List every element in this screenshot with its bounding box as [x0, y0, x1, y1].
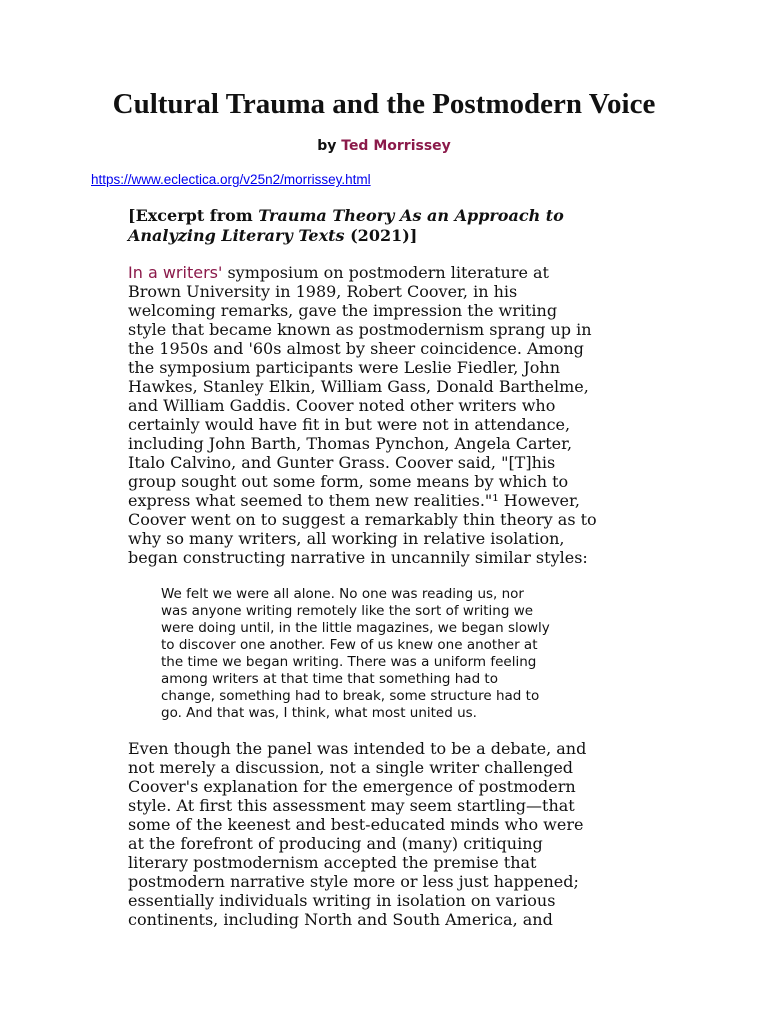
paragraph-line: postmodern narrative style more or less just happened; — [128, 872, 579, 891]
paragraph-line: literary postmodernism accepted the premise that — [128, 853, 537, 872]
paragraph-line: style that became known as postmodernism sprang up in — [128, 320, 592, 339]
author-name: Ted Morrissey — [341, 138, 451, 154]
paragraph-line: Coover went on to suggest a remarkably thin theory as to — [128, 510, 597, 529]
excerpt-heading — [128, 206, 648, 246]
book-title-line-1: Trauma Theory As an Approach to — [258, 206, 564, 225]
quote-line: change, something had to break, some structure had to — [161, 688, 540, 704]
quote-line: the time we began writing. There was a uniform feeling — [161, 654, 537, 670]
paragraph-line: not merely a discussion, not a single writer challenged — [128, 758, 574, 777]
paragraph-text: symposium on postmodern literature at — [222, 263, 549, 282]
quote-line: to discover one another. Few of us knew one another at — [161, 637, 538, 653]
paragraph-line: Coover's explanation for the emergence of postmodern — [128, 777, 576, 796]
book-title-line-2: Analyzing Literary Texts — [128, 226, 345, 245]
paragraph-line: express what seemed to them new realities."¹ However, — [128, 491, 580, 510]
quote-line: was anyone writing remotely like the sort of writing we — [161, 603, 534, 619]
paragraph-2 — [128, 739, 648, 929]
paragraph-line: including John Barth, Thomas Pynchon, Angela Carter, — [128, 434, 573, 453]
paragraph-line: some of the keenest and best-educated minds who were — [128, 815, 584, 834]
paragraph-line: the 1950s and '60s almost by sheer coincidence. Among — [128, 339, 584, 358]
paragraph-line: why so many writers, all working in relative isolation, — [128, 529, 565, 548]
excerpt-line-2 — [128, 226, 648, 246]
paragraph-line: and William Gaddis. Coover noted other writers who — [128, 396, 556, 415]
paragraph-line: at the forefront of producing and (many) critiquing — [128, 834, 543, 853]
paragraph-line: continents, including North and South America, and — [128, 910, 553, 929]
excerpt-line-1 — [128, 206, 648, 226]
paragraph-line: group sought out some form, some means by which to — [128, 472, 569, 491]
paragraph-line: certainly would have fit in but were not in attendance, — [128, 415, 571, 434]
paragraph-lead: In a writers' — [128, 263, 223, 282]
paragraph-line: began constructing narrative in uncannily similar styles: — [128, 548, 588, 567]
quote-line: among writers at that time that something had to — [161, 671, 498, 687]
paragraph-line: Hawkes, Stanley Elkin, William Gass, Donald Barthelme, — [128, 377, 589, 396]
byline — [0, 136, 768, 156]
paragraph-line: Brown University in 1989, Robert Coover, in his — [128, 282, 518, 301]
quote-line: go. And that was, I think, what most united us. — [161, 705, 477, 721]
paragraph-line: Even though the panel was intended to be a debate, and — [128, 739, 587, 758]
paragraph-line: welcoming remarks, gave the impression the writing — [128, 301, 558, 320]
quote-line: We felt we were all alone. No one was reading us, nor — [161, 586, 524, 602]
paragraph-line — [128, 263, 648, 282]
article-title: Cultural Trauma and the Postmodern Voice — [112, 88, 656, 120]
source-link[interactable]: https://www.eclectica.org/v25n2/morrissey.html — [91, 172, 371, 187]
paragraph-line: style. At first this assessment may seem startling—that — [128, 796, 575, 815]
excerpt-close: (2021)] — [350, 226, 418, 245]
quote-line: were doing until, in the little magazines, we began slowly — [161, 620, 550, 636]
paragraph-line: the symposium participants were Leslie Fiedler, John — [128, 358, 561, 377]
paragraph-line: Italo Calvino, and Gunter Grass. Coover said, "[T]his — [128, 453, 556, 472]
paragraph-line: essentially individuals writing in isolation on various — [128, 891, 556, 910]
quotation-block — [161, 586, 621, 722]
byline-prefix: by — [317, 138, 337, 154]
paragraph-1 — [128, 263, 648, 567]
excerpt-open: [Excerpt from — [128, 206, 253, 225]
